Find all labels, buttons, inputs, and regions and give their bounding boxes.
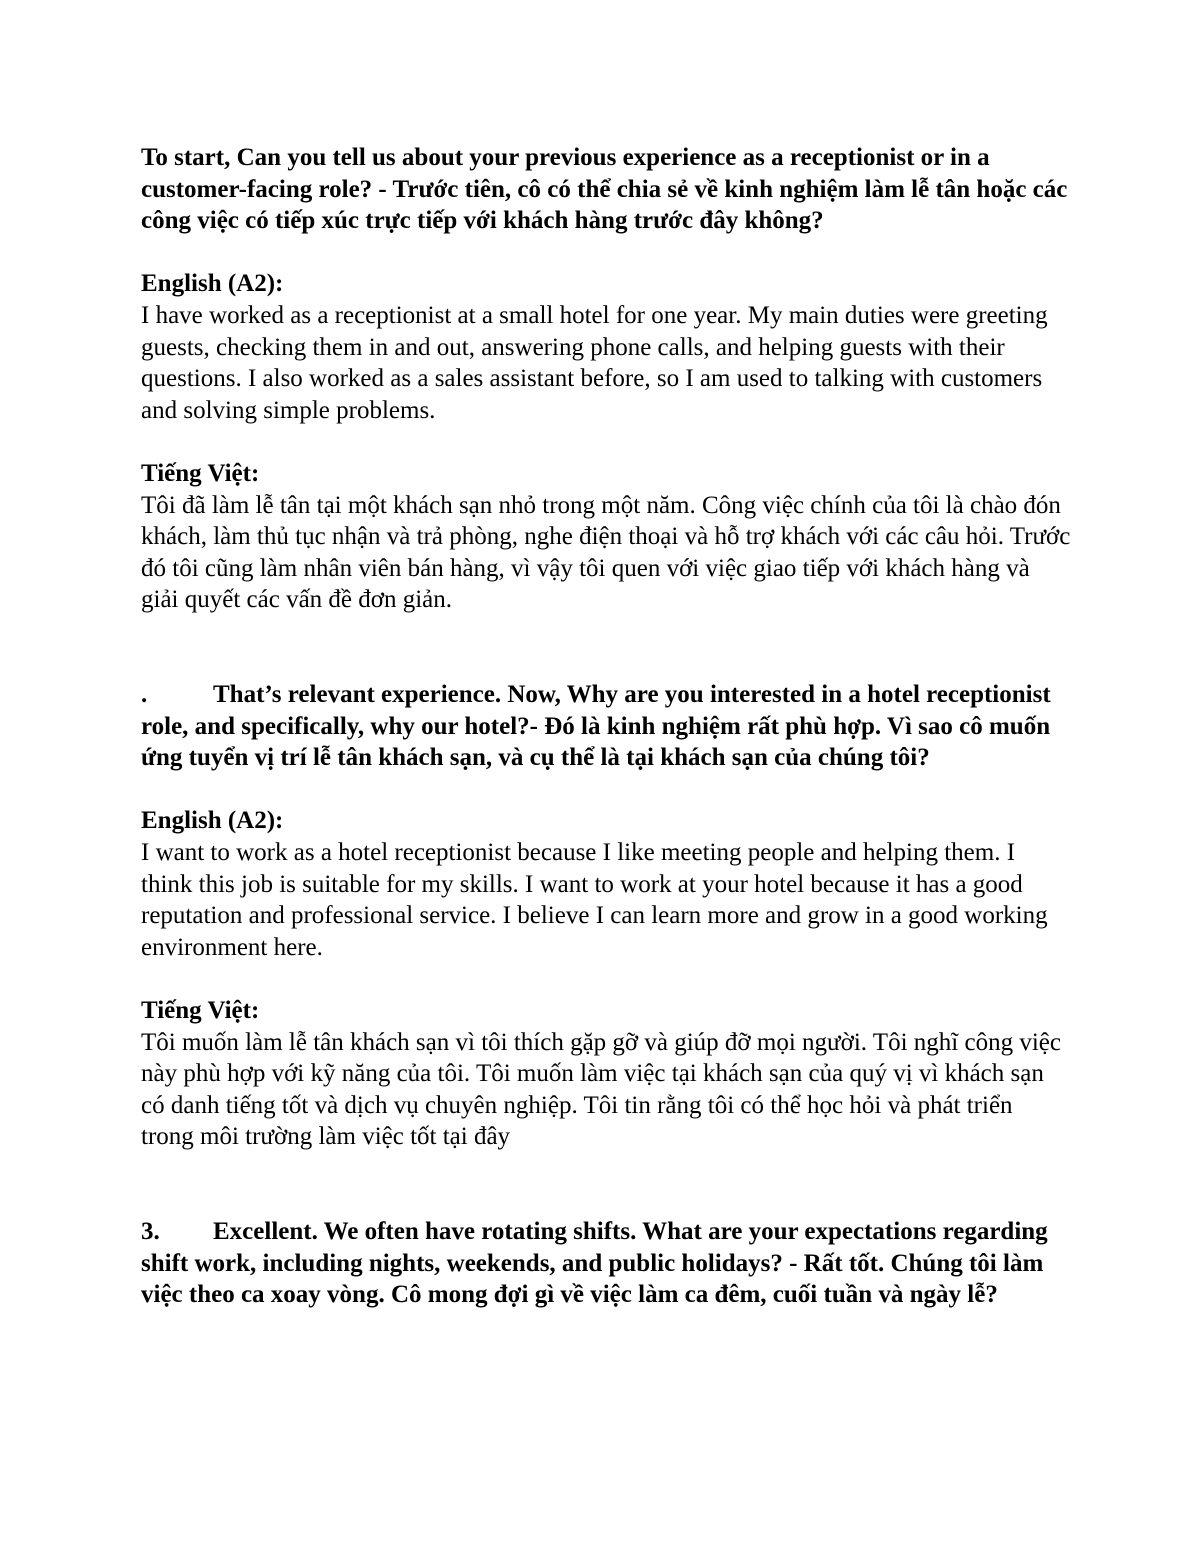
question-2: That’s relevant experience. Now, Why are you interested in a hotel receptionist role, and specifically, why our hotel?- Đó là kinh nghiệm rất phù hợp. Vì sao cô muốn ứng tuyển vị trí lễ tân khách sạn, và cụ thể là tại khách sạn của chúng tôi?	[141, 681, 1051, 772]
vietnamese-answer-2: Tôi muốn làm lễ tân khách sạn vì tôi thích gặp gỡ và giúp đỡ mọi người. Tôi nghĩ công việc này phù hợp với kỹ năng của tôi. Tôi muốn làm việc tại khách sạn của quý vị vì khách sạn có danh tiếng tốt và dịch vụ chuyên nghiệp. Tôi tin rằng tôi có thể học hỏi và phát triển trong môi trường làm việc tốt tại đây	[141, 1028, 1061, 1151]
vietnamese-label-1: Tiếng Việt:	[141, 459, 260, 487]
english-answer-2: I want to work as a hotel receptionist because I like meeting people and helping them. I think this job is suitable for my skills. I want to work at your hotel because it has a good reputation and professional service. I believe I can learn more and grow in a good working environment here.	[141, 839, 1048, 961]
question-2-number: .	[141, 681, 148, 709]
question-3-number: 3.	[141, 1218, 160, 1246]
question-1: To start, Can you tell us about your previous experience as a receptionist or in a customer-facing role? - Trước tiên, cô có thể chia sẻ về kinh nghiệm làm lễ tân hoặc các công việc có tiếp xúc trực tiếp với khách hàng trước đây không?	[141, 144, 1068, 235]
question-2-paragraph	[141, 679, 1071, 774]
english-answer-1: I have worked as a receptionist at a small hotel for one year. My main duties were greeting guests, checking them in and out, answering phone calls, and helping guests with their questions. I also worked as a sales assistant before, so I am used to talking with customers and solving simple problems.	[141, 301, 1048, 424]
question-3: Excellent. We often have rotating shifts. What are your expectations regarding shift work, including nights, weekends, and public holidays? - Rất tốt. Chúng tôi làm việc theo ca xoay vòng. Cô mong đợi gì về việc làm ca đêm, cuối tuần và ngày lễ?	[141, 1218, 1048, 1309]
vietnamese-answer-1: Tôi đã làm lễ tân tại một khách sạn nhỏ trong một năm. Công việc chính của tôi là chào đón khách, làm thủ tục nhận và trả phòng, nghe điện thoại và hỗ trợ khách với các câu hỏi. Trước đó tôi cũng làm nhân viên bán hàng, vì vậy tôi quen với việc giao tiếp với khách hàng và giải quyết các vấn đề đơn giản.	[141, 491, 1071, 614]
vietnamese-label-2: Tiếng Việt:	[141, 997, 260, 1025]
english-label-2: English (A2):	[141, 807, 284, 835]
document-page	[141, 142, 1071, 1311]
english-label-1: English (A2):	[141, 270, 284, 298]
question-3-paragraph	[141, 1216, 1071, 1311]
